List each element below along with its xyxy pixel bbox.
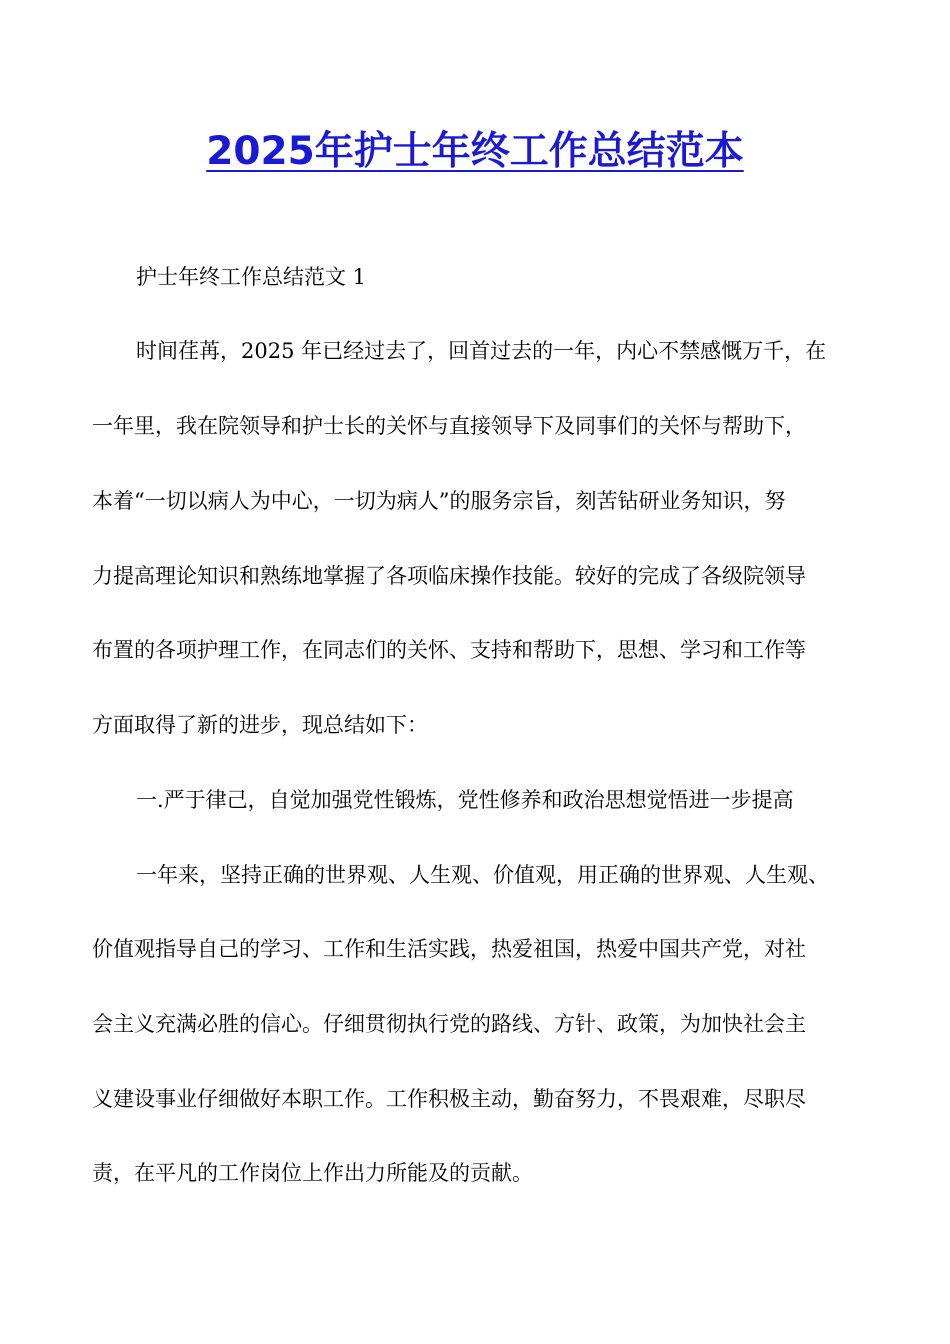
section-heading: 护士年终工作总结范文 1 <box>136 265 367 289</box>
paragraph-line: 时间荏苒，2025 年已经过去了，回首过去的一年，内心不禁感慨万千，在 <box>136 339 827 363</box>
paragraph-line: 一年里，我在院领导和护士长的关怀与直接领导下及同事们的关怀与帮助下， <box>92 414 806 438</box>
paragraph-line: 价值观指导自己的学习、工作和生活实践，热爱祖国，热爱中国共产党，对社 <box>92 937 806 961</box>
paragraph-line: 一年来，坚持正确的世界观、人生观、价值观，用正确的世界观、人生观、 <box>136 863 829 887</box>
paragraph-line: 本着“一切以病人为中心，一切为病人”的服务宗旨，刻苦钻研业务知识，努 <box>92 489 786 513</box>
paragraph-line: 会主义充满必胜的信心。仔细贯彻执行党的路线、方针、政策，为加快社会主 <box>92 1012 806 1036</box>
paragraph-line: 方面取得了新的进步，现总结如下： <box>92 713 428 737</box>
paragraph-line: 义建设事业仔细做好本职工作。工作积极主动，勤奋努力，不畏艰难，尽职尽 <box>92 1087 806 1111</box>
subsection-heading: 一.严于律己，自觉加强党性锻炼，党性修养和政治思想觉悟进一步提高 <box>136 788 794 812</box>
paragraph-line: 力提高理论知识和熟练地掌握了各项临床操作技能。较好的完成了各级院领导 <box>92 564 806 588</box>
document-title[interactable]: 2025年护士年终工作总结范本 <box>206 129 744 174</box>
paragraph-line: 责，在平凡的工作岗位上作出力所能及的贡献。 <box>92 1161 533 1185</box>
paragraph-line: 布置的各项护理工作，在同志们的关怀、支持和帮助下，思想、学习和工作等 <box>92 638 806 662</box>
